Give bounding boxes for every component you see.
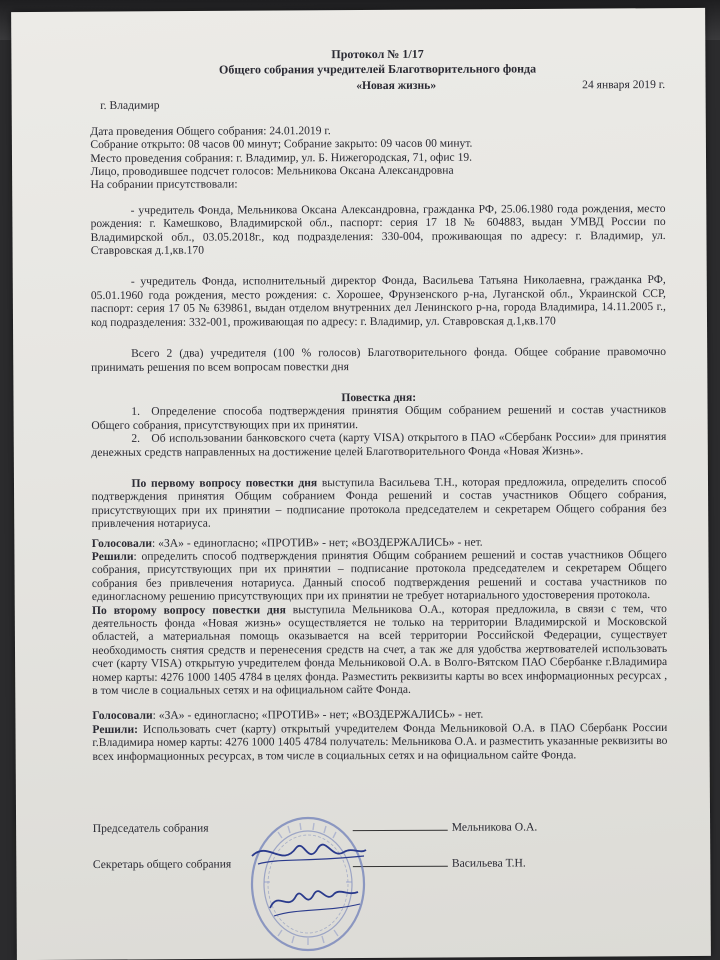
decision-label: Решили: [92, 722, 138, 736]
protocol-date: 24 января 2019 г. [582, 77, 666, 92]
meta-block [90, 123, 665, 192]
question-1-text: выступила Васильева Т.Н., которая предложила, определить способ подтверждения принятия Общим собранием Фонда решений и состав участников Общего собрания, присутствующих при их принятии – подписание протокола председателем и секретарем Общего собрания без привлечения нотариуса. [91, 474, 667, 531]
agenda-item-text: Об использовании банковского счета (карту VISA) открытого в ПАО «Сбербанк России» для принятия денежных средств направленных на достижение целей Благотворительного Фонда «Новая Жизнь». [91, 430, 667, 459]
meeting-place: Место проведения собрания: г. Владимир, ул. Б. Нижегородская, 71, офис 19. [90, 150, 473, 165]
secretary-signature-row [93, 841, 668, 871]
question-2-text: выступила Мельникова О.А., которая предложила, в связи с тем, что деятельность фонда «Новая жизнь» осуществляется не только на территории Владимирской и Московской областей, а материальная помощь оказывается на всей территории Российской Федерации, существует необходимость снятия средств и перенесения средств на счет, а так же для удобства жертвователей использовать счет (карту VISA) открытую учредителем фонда Мельниковой О.А. в Волго-Вятском ПАО Сбербанке г.Владимира номер карты: 4276 1000 1405 4784 в целях фонда. Разместить реквизиты карты во всех информационных ресурсах , в том числе в социальных сетях и на официальном сайте Фонда. [91, 601, 668, 698]
title-date-row [90, 78, 665, 93]
participant-2: - учредитель Фонда, исполнительный директор Фонда, Васильева Татьяна Николаевна, гражданка РФ, 05.01.1960 года рождения, место рождения: с. Хорошее, Фрунзенского р-на, Луганской обл., Украинской ССР, паспорт: серия 17 05 № 639861, выдан отделом внутренних дел Ленинского р-на, города Владимира, 14.11.2005 г., код подразделения: 332-001, проживающая по адресу: г. Владимир, ул. Ставровская д.1,кв.170 [90, 273, 666, 329]
agenda-title: Повестка дня: [341, 390, 417, 405]
question-1-decision [92, 548, 667, 604]
secretary-label: Секретарь общего собрания [92, 857, 232, 871]
question-1-discussion [91, 475, 666, 531]
present-heading: На собрании присутствовали: [90, 177, 238, 192]
vote-counter: Лицо, проводившее подсчет голосов: Мельникова Оксана Александровна [90, 163, 454, 179]
vote-label: Голосовали [92, 709, 153, 723]
agenda-item [91, 403, 666, 432]
decision-text: : определить способ подтверждения принятия Общим собранием решений и состав участников Общего собрания, присутствующих при их принятии – подписание протокола председателем и секретарем Общего собрания без привлечения нотариуса. Данный способ подтверждения решений и состава участников по единогласному решению присутствующих при их принятии не требует нотариального удостоверения протокола. [91, 547, 667, 604]
vote-result: : «ЗА» - единогласно; «ПРОТИВ» - нет; «ВОЗДЕРЖАЛИСЬ» - нет. [152, 535, 483, 550]
question-2-discussion [92, 602, 667, 698]
quorum-text: Всего 2 (два) учредителя (100 % голосов) Благотворительного фонда. Общее собрание правомочно принимать решения по всем вопросам повестки дня [91, 345, 667, 374]
chair-name: Мельникова О.А. [451, 820, 538, 834]
decision-label: Решили [91, 549, 134, 563]
agenda-item [91, 430, 666, 459]
page-subtitle: Общего собрания учредителей Благотворительного фонда [219, 61, 537, 77]
page-title: Протокол № 1/17 [331, 46, 424, 62]
meeting-time: Собрание открыто: 08 часов 00 минут; Собрание закрыто: 09 часов 00 минут. [90, 136, 473, 152]
vote-result: : «ЗА» - единогласно; «ПРОТИВ» - нет; «ВОЗДЕРЖАЛИСЬ» - нет. [152, 708, 484, 723]
question-2-decision [92, 721, 667, 763]
vote-label: Голосовали [91, 536, 153, 550]
agenda-item-text: Определение способа подтверждения принятия Общим собранием решений и состав участников Общего собрания, присутствующих при их принятии. [91, 403, 667, 432]
chair-label: Председатель собрания [92, 821, 209, 835]
signature-block [93, 805, 668, 871]
chair-signature-row [93, 805, 668, 835]
agenda-item-number: 2. [131, 431, 141, 445]
protocol-document [90, 46, 668, 871]
city: г. Владимир [100, 99, 160, 113]
participant-1: - учредитель Фонда, Мельникова Оксана Александровна, гражданка РФ, 25.06.1980 года рождения, место рождения: г. Камешково, Владимирской обл., паспорт: серия 17 18 № 604883, выдан УМВД России по Владимирской обл., 03.05.2018г., код подразделения: 330-004, проживающая по адресу: г. Владимир, ул. Ставровская д.1,кв.170 [90, 201, 666, 258]
fund-name: «Новая жизнь» [356, 78, 437, 93]
decision-text: Использовать счет (карту) открытый учредителем Фонда Мельниковой О.А. в ПАО Сбербанк России г.Владимира номер карты: 4276 1000 1405 4784 получатель: Мельникова О.А. и разместить указанные реквизиты во всех информационных ресурсах, в том числе в социальных сетях и на официальном сайте Фонда. [92, 720, 668, 763]
agenda-item-number: 1. [131, 405, 140, 419]
question-2-lead: По второму вопросу повестки дня [91, 602, 286, 617]
secretary-name: Васильева Т.Н. [451, 856, 526, 870]
fund-stamp-icon [248, 812, 368, 952]
meeting-date: Дата проведения Общего собрания: 24.01.2019 г. [90, 123, 331, 138]
question-1-lead: По первому вопросу повестки дня [131, 476, 318, 490]
